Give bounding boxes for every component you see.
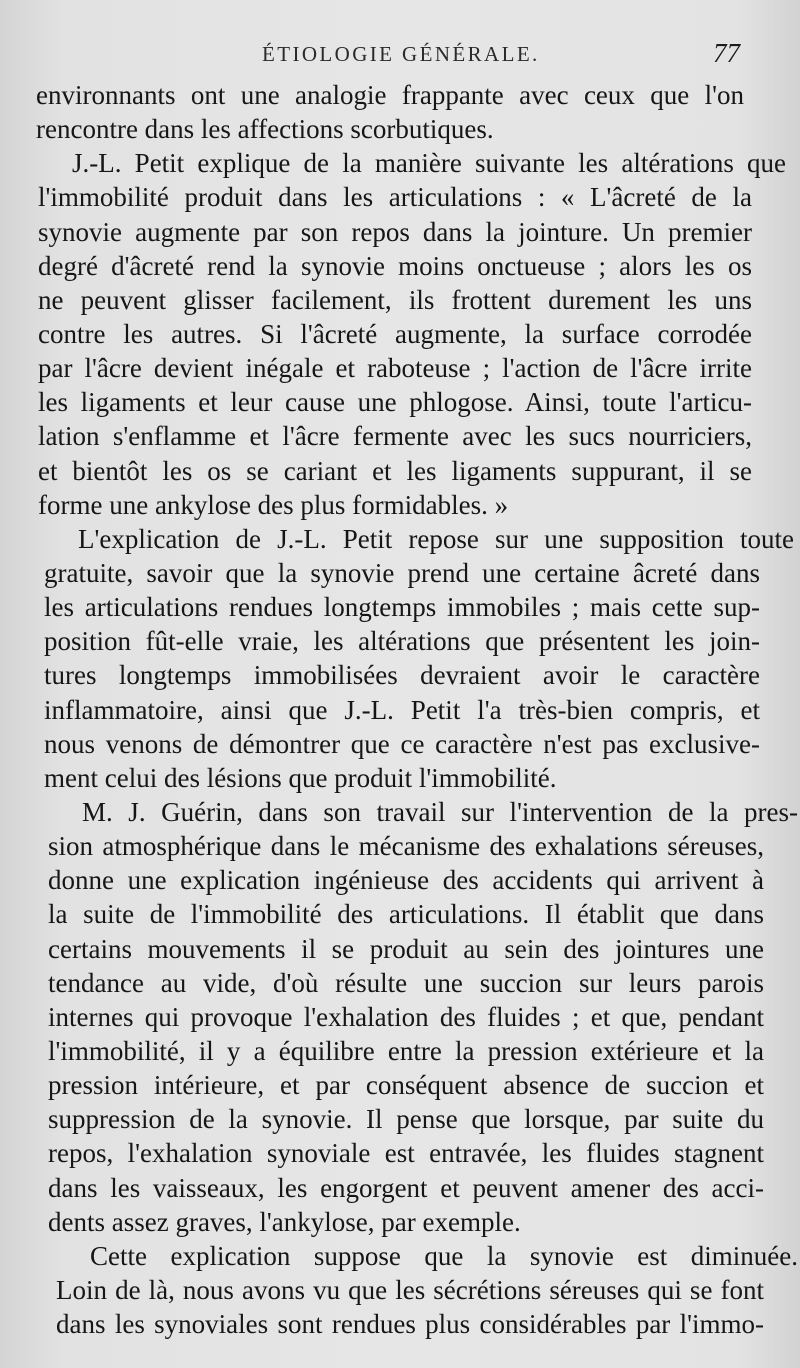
text-line: dans les synoviales sont rendues plus considérables par l'immo- — [56, 1309, 764, 1340]
text-line: L'explication de J.-L. Petit repose sur une supposition toute — [78, 523, 794, 554]
body-text — [36, 78, 798, 1341]
paragraph — [36, 1239, 798, 1341]
page-number: 77 — [713, 38, 740, 68]
paragraph — [36, 522, 794, 795]
text-line: les ligaments et leur cause une phlogose. Ainsi, toute l'articu- — [38, 387, 752, 418]
text-line: la suite de l'immobilité des articulations. Il établit que dans — [48, 899, 764, 930]
text-line: et bientôt les os se cariant et les ligaments suppurant, il se — [38, 455, 752, 486]
text-line: suppression de la synovie. Il pense que lorsque, par suite du — [48, 1104, 764, 1135]
text-line: Loin de là, nous avons vu que les sécrétions séreuses qui se font — [56, 1274, 764, 1305]
text-line: dans les vaisseaux, les engorgent et peuvent amener des acci- — [48, 1172, 764, 1203]
text-line: forme une ankylose des plus formidables. » — [38, 489, 509, 520]
text-line: donne une explication ingénieuse des accidents qui arrivent à — [48, 865, 764, 896]
text-line: contre les autres. Si l'âcreté augmente, la surface corrodée — [38, 318, 752, 349]
text-line: par l'âcre devient inégale et raboteuse ; l'action de l'âcre irrite — [38, 353, 752, 384]
text-line: ment celui des lésions que produit l'immobilité. — [44, 762, 557, 793]
text-line: internes qui provoque l'exhalation des fluides ; et que, pendant — [48, 1001, 764, 1032]
text-line: Cette explication suppose que la synovie est diminuée. — [90, 1240, 798, 1271]
text-line: degré d'âcreté rend la synovie moins onctueuse ; alors les os — [38, 250, 752, 281]
text-line: inflammatoire, ainsi que J.-L. Petit l'a très-bien compris, et — [44, 694, 760, 725]
text-line: rencontre dans les affections scorbutiques. — [36, 114, 494, 145]
paragraph — [36, 78, 766, 146]
text-line: les articulations rendues longtemps immobiles ; mais cette sup- — [44, 592, 760, 623]
text-line: certains mouvements il se produit au sein des jointures une — [48, 933, 764, 964]
text-line: nous venons de démontrer que ce caractère n'est pas exclusive- — [44, 728, 760, 759]
text-line: position fût-elle vraie, les altérations que présentent les join- — [44, 626, 760, 657]
text-line: repos, l'exhalation synoviale est entravée, les fluides stagnent — [48, 1138, 764, 1169]
paragraph — [36, 795, 798, 1239]
text-line: l'immobilité, il y a équilibre entre la pression extérieure et la — [48, 1035, 764, 1066]
text-line: environnants ont une analogie frappante avec ceux que l'on — [36, 80, 744, 110]
text-line: lation s'enflamme et l'âcre fermente avec les sucs nourriciers, — [38, 421, 752, 452]
text-line: M. J. Guérin, dans son travail sur l'intervention de la pres- — [82, 796, 798, 827]
text-line: J.-L. Petit explique de la manière suivante les altérations que — [72, 148, 786, 179]
text-line: ne peuvent glisser facilement, ils frottent durement les uns — [38, 284, 752, 315]
text-line: l'immobilité produit dans les articulations : « L'âcreté de la — [38, 182, 752, 213]
text-line: tendance au vide, d'où résulte une succion sur leurs parois — [48, 967, 764, 998]
text-line: sion atmosphérique dans le mécanisme des exhalations séreuses, — [48, 831, 764, 862]
running-title: ÉTIOLOGIE GÉNÉRALE. — [262, 42, 540, 66]
text-line: synovie augmente par son repos dans la jointure. Un premier — [38, 216, 752, 247]
text-line: dents assez graves, l'ankylose, par exemple. — [48, 1206, 521, 1237]
paragraph — [36, 146, 786, 522]
text-line: gratuite, savoir que la synovie prend une certaine âcreté dans — [44, 557, 760, 588]
text-line: pression intérieure, et par conséquent absence de succion et — [48, 1070, 764, 1101]
text-line: tures longtemps immobilisées devraient avoir le caractère — [44, 660, 760, 691]
page-header — [0, 38, 800, 72]
